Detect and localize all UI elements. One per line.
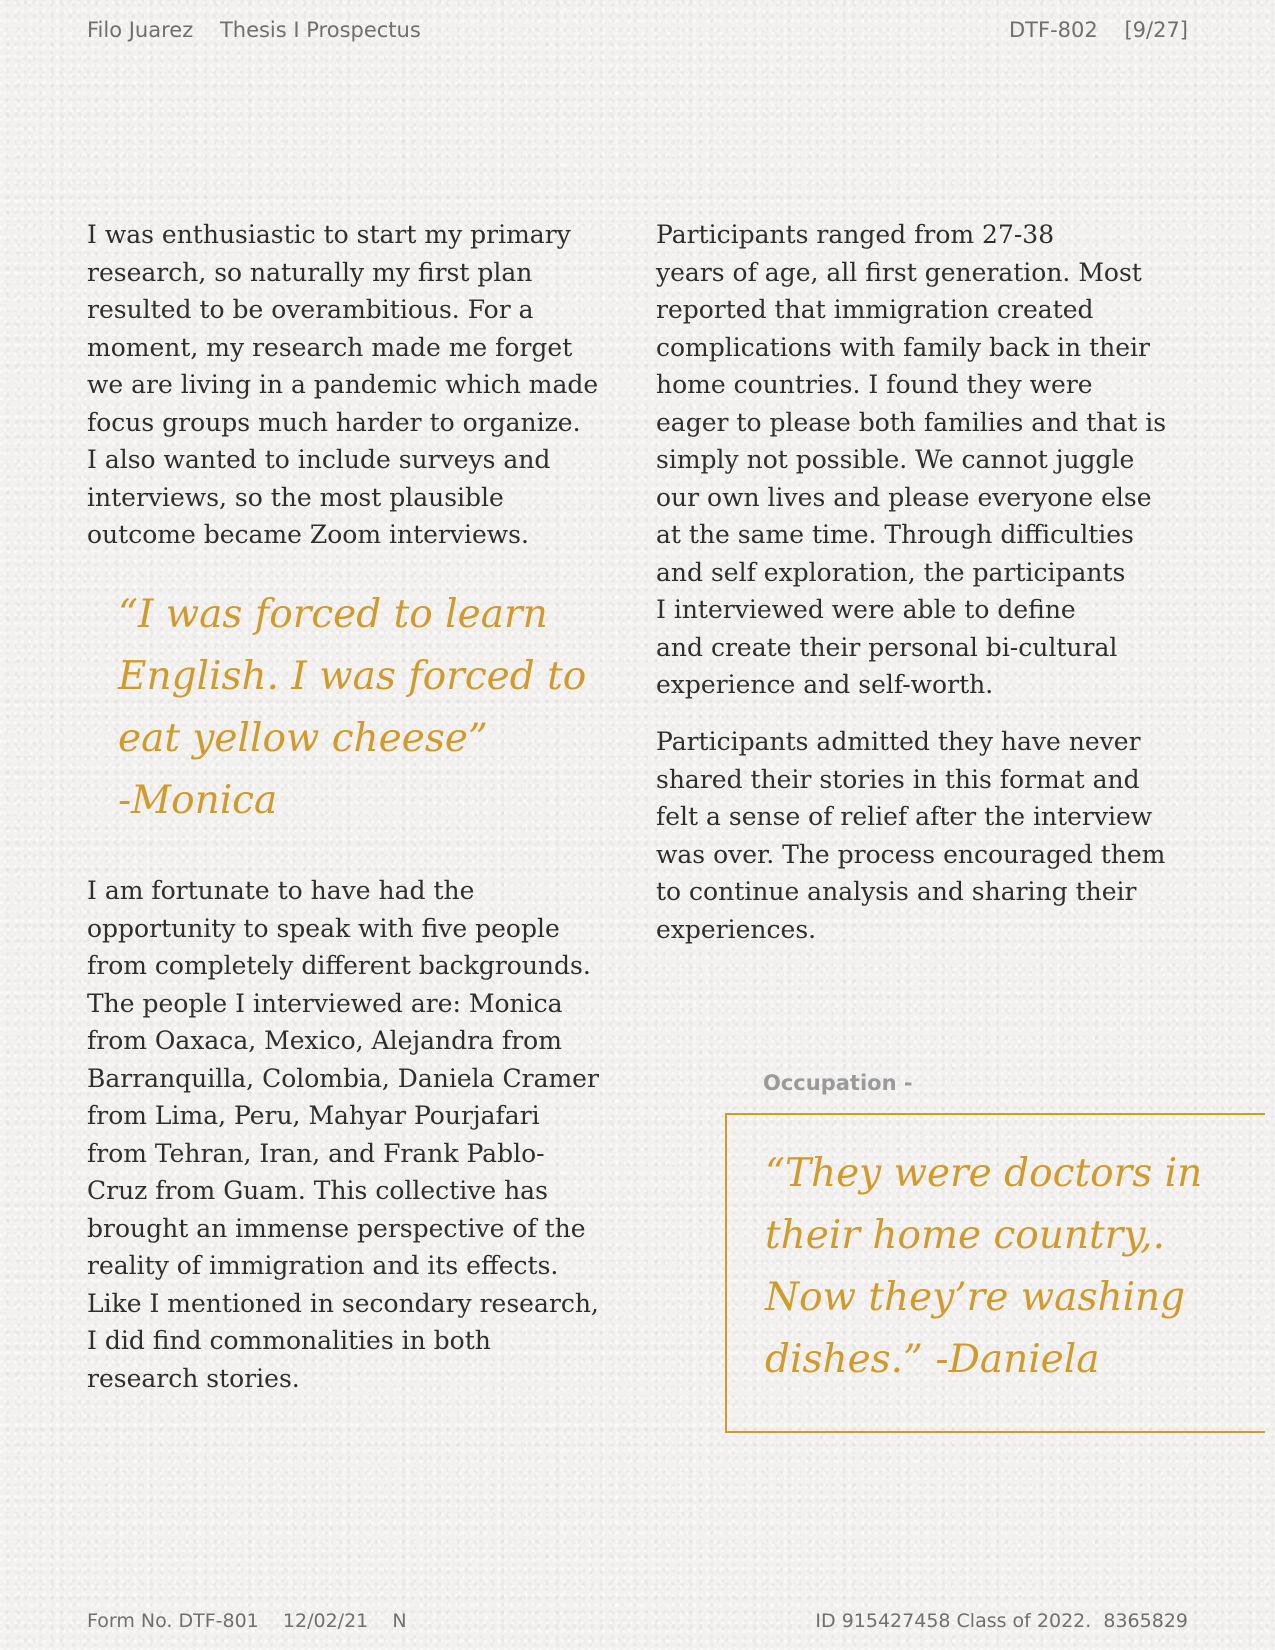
footer-id: ID 915427458 Class of 2022. 8365829 — [815, 1610, 1188, 1632]
right-paragraph-2: Participants admitted they have never shared their stories in this format and felt a sense of relief after the interview was over. The process encouraged them to continue analysis and sharing their experiences. — [656, 727, 1166, 944]
running-header-left — [87, 18, 421, 42]
occupation-label: Occupation - — [763, 1071, 913, 1095]
footer-form-number: Form No. DTF-801 12/02/21 N — [87, 1610, 407, 1632]
course-code: DTF-802 — [1009, 18, 1098, 42]
page-number: [9/27] — [1124, 18, 1188, 42]
running-header-right — [1009, 18, 1188, 42]
document-title: Thesis I Prospectus — [219, 18, 421, 42]
pull-quote-monica: “I was forced to learn English. I was forced to eat yellow cheese” -Monica — [118, 592, 587, 823]
left-paragraph-1: I was enthusiastic to start my primary research, so naturally my first plan resulted to be overambitious. For a moment, my research made me forget we are living in a pandemic which made focus groups much harder to organize. I also wanted to include surveys and interviews, so the most plausible outcome became Zoom interviews. — [87, 220, 599, 549]
boxed-quote-daniela: “They were doctors in their home country,. Now they’re washing dishes.” -Daniela — [765, 1151, 1203, 1382]
author-name: Filo Juarez — [87, 18, 194, 42]
right-paragraph-1: Participants ranged from 27-38 years of age, all first generation. Most reported that immigration created complications with family back in their home countries. I found they were eager to please both families and that is simply not possible. We cannot juggle our own lives and please everyone else at the same time. Through difficulties and self exploration, the participants I interviewed were able to define and create their personal bi-cultural experience and self-worth. — [656, 220, 1167, 699]
left-paragraph-2: I am fortunate to have had the opportunity to speak with five people from completely different backgrounds. The people I interviewed are: Monica from Oaxaca, Mexico, Alejandra from Barranquilla, Colombia, Daniela Cramer from Lima, Peru, Mahyar Pourjafari from Tehran, Iran, and Frank Pablo- Cruz from Guam. This collective has brought an immense perspective of the reality of immigration and its effects. Like I mentioned in secondary research, I did find commonalities in both research stories. — [87, 876, 599, 1393]
